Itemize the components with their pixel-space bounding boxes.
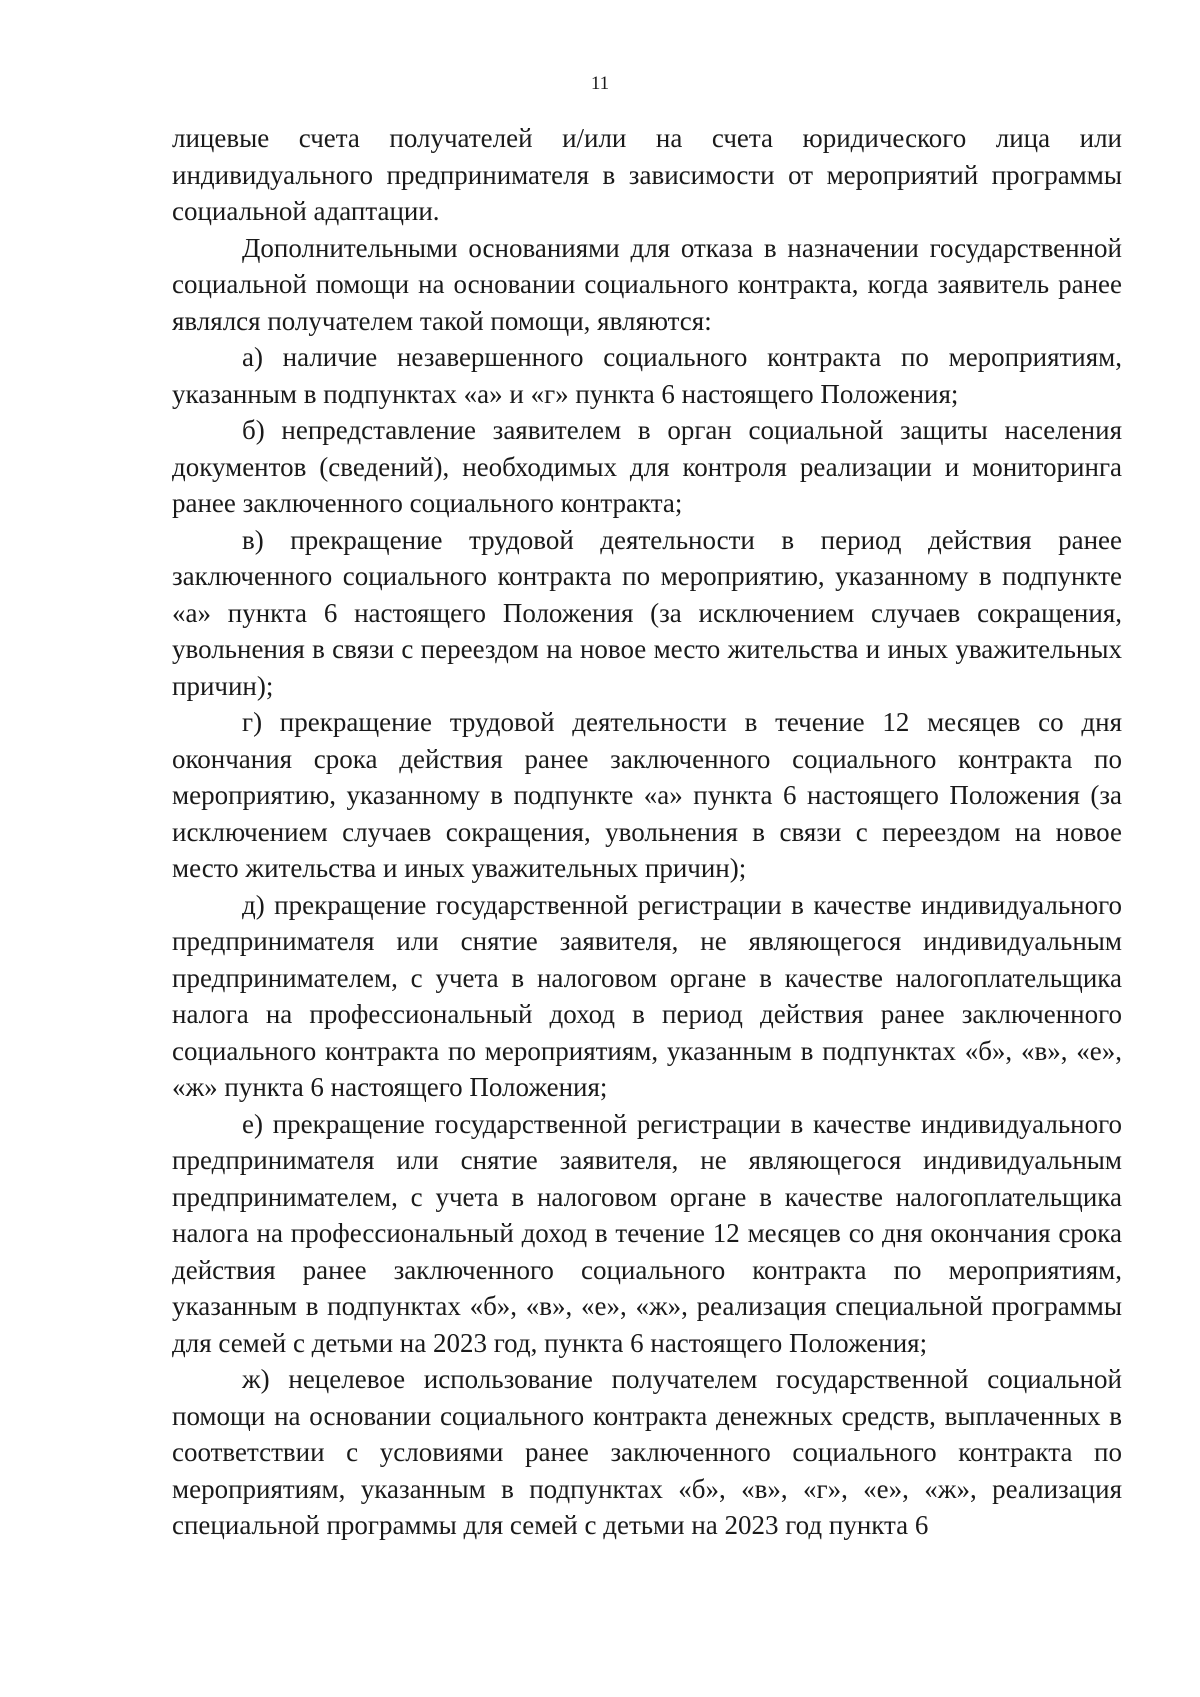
- page-number: 11: [590, 73, 610, 94]
- paragraph-item-g: г) прекращение трудовой деятельности в течение 12 месяцев со дня окончания срока действия ранее заключенного социального контракта по мероприятию, указанному в подпункте «а» пункта 6 настоящего Положения (за исключением случаев сокращения, увольнения в связи с переездом на новое место жительства и иных уважительных причин);: [172, 707, 1122, 883]
- paragraph-grounds-intro: Дополнительными основаниями для отказа в назначении государственной социальной помощи на основании социального контракта, когда заявитель ранее являлся получателем такой помощи, являются:: [172, 232, 1122, 336]
- paragraph-item-b: б) непредставление заявителем в орган социальной защиты населения документов (сведений), необходимых для контроля реализации и мониторинга ранее заключенного социального контракта;: [172, 415, 1122, 518]
- paragraph-continuation: лицевые счета получателей и/или на счета юридического лица или индивидуального предпринимателя в зависимости от мероприятий программы социальной адаптации.: [172, 123, 1122, 226]
- document-body: [172, 120, 1122, 1544]
- paragraph-item-v: в) прекращение трудовой деятельности в период действия ранее заключенного социального контракта по мероприятию, указанному в подпункте «а» пункта 6 настоящего Положения (за исключением случаев сокращения, увольнения в связи с переездом на новое место жительства и иных уважительных причин);: [172, 524, 1122, 701]
- paragraph-item-e: е) прекращение государственной регистрации в качестве индивидуального предпринимателя или снятие заявителя, не являющегося индивидуальным предпринимателем, с учета в налоговом органе в качестве налогоплательщика налога на профессиональный доход в течение 12 месяцев со дня окончания срока действия ранее заключенного социального контракта по мероприятиям, указанным в подпунктах «б», «в», «е», «ж», реализация специальной программы для семей с детьми на 2023 год, пункта 6 настоящего Положения;: [172, 1108, 1122, 1358]
- paragraph-item-a: а) наличие незавершенного социального контракта по мероприятиям, указанным в подпунктах «а» и «г» пункта 6 настоящего Положения;: [172, 342, 1122, 409]
- paragraph-item-d: д) прекращение государственной регистрации в качестве индивидуального предпринимателя или снятие заявителя, не являющегося индивидуальным предпринимателем, с учета в налоговом органе в качестве налогоплательщика налога на профессиональный доход в период действия ранее заключенного социального контракта по мероприятиям, указанным в подпунктах «б», «в», «е», «ж» пункта 6 настоящего Положения;: [172, 889, 1122, 1102]
- paragraph-item-zh: ж) нецелевое использование получателем государственной социальной помощи на основании социального контракта денежных средств, выплаченных в соответствии с условиями ранее заключенного социального контракта по мероприятиям, указанным в подпунктах «б», «в», «г», «е», «ж», реализация специальной программы для семей с детьми на 2023 год пункта 6: [172, 1364, 1122, 1540]
